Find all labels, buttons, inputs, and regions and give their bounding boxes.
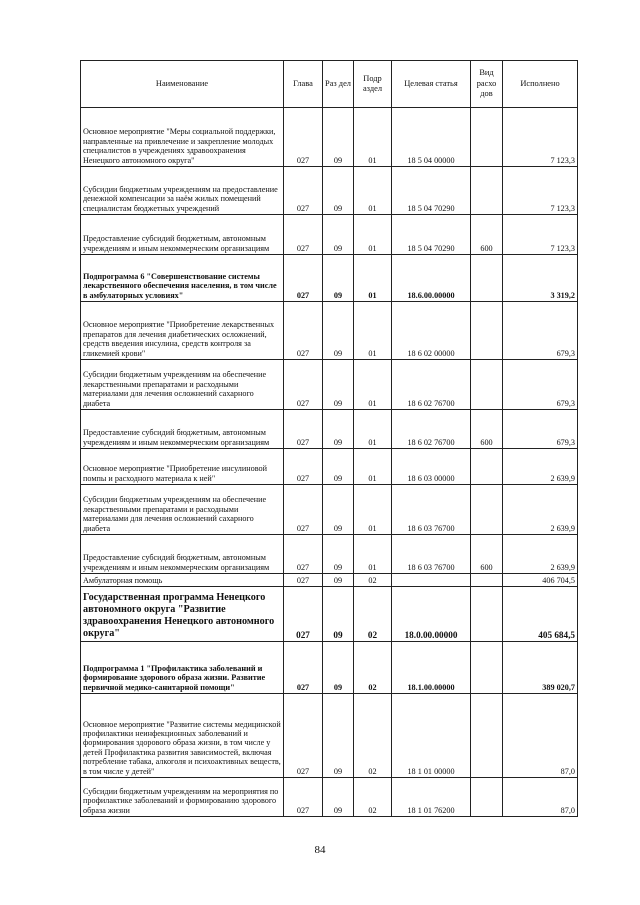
row-razdel: 09 [323,574,354,587]
row-done: 7 123,3 [503,108,578,167]
table-row [81,108,578,167]
row-podrazdel: 02 [354,778,392,817]
row-vid [471,642,503,694]
table-row [81,587,578,642]
page-number: 84 [314,844,326,856]
row-glava: 027 [284,449,323,485]
row-glava: 027 [284,778,323,817]
table-row [81,410,578,449]
row-podrazdel: 01 [354,449,392,485]
row-razdel: 09 [323,535,354,574]
row-article: 18 6 02 00000 [392,302,471,360]
row-done: 679,3 [503,410,578,449]
row-article: 18 6 03 76700 [392,535,471,574]
row-name: Основное мероприятие "Приобретение инсулиновой помпы и расходного материала к ней" [81,449,284,485]
row-done: 3 319,2 [503,255,578,302]
row-article: 18 1 01 00000 [392,694,471,778]
row-podrazdel: 01 [354,167,392,215]
table-row [81,167,578,215]
row-razdel: 09 [323,302,354,360]
row-glava: 027 [284,215,323,255]
table-row [81,778,578,817]
row-vid [471,694,503,778]
row-done: 87,0 [503,778,578,817]
row-glava: 027 [284,535,323,574]
row-article: 18 6 02 76700 [392,410,471,449]
row-vid [471,167,503,215]
row-podrazdel: 01 [354,255,392,302]
row-done: 2 639,9 [503,449,578,485]
row-name: Подпрограмма 1 "Профилактика заболеваний и формирование здорового образа жизни. Развитие первичной медико-санитарной помощи" [81,642,284,694]
column-header-article: Целевая статья [392,61,471,108]
row-glava: 027 [284,642,323,694]
row-glava: 027 [284,694,323,778]
row-article: 18 6 02 76700 [392,360,471,410]
table-row [81,302,578,360]
row-article: 18.0.00.00000 [392,587,471,642]
row-vid [471,778,503,817]
row-razdel: 09 [323,642,354,694]
column-header-razdel: Раз дел [323,61,354,108]
row-article: 18 1 01 76200 [392,778,471,817]
row-done: 7 123,3 [503,167,578,215]
row-glava: 027 [284,587,323,642]
row-article: 18 6 03 76700 [392,485,471,535]
row-razdel: 09 [323,360,354,410]
table-row [81,360,578,410]
row-vid [471,587,503,642]
row-vid: 600 [471,535,503,574]
row-razdel: 09 [323,167,354,215]
row-vid [471,360,503,410]
row-name: Подпрограмма 6 "Совершенствование системы лекарственного обеспечения населения, в том числе в амбулаторных условиях" [81,255,284,302]
row-podrazdel: 01 [354,535,392,574]
row-done: 7 123,3 [503,215,578,255]
row-razdel: 09 [323,485,354,535]
row-name: Основное мероприятие "Приобретение лекарственных препаратов для лечения диабетических осложнений, средств введения инсулина, средств контроля за гликемией крови" [81,302,284,360]
table-row [81,485,578,535]
row-vid [471,485,503,535]
row-razdel: 09 [323,255,354,302]
row-done: 679,3 [503,302,578,360]
row-done: 2 639,9 [503,485,578,535]
row-razdel: 09 [323,587,354,642]
row-podrazdel: 01 [354,485,392,535]
row-name: Субсидии бюджетным учреждениям на мероприятия по профилактике заболеваний и формированию здорового образа жизни [81,778,284,817]
row-name: Основное мероприятие "Развитие системы медицинской профилактики неинфекционных заболеваний и формирования здорового образа жизни, в том числе у детей Профилактика развития зависимостей, включая потребление табака, алкоголя и психоактивных веществ, в том числе у детей" [81,694,284,778]
row-podrazdel: 01 [354,360,392,410]
row-article: 18.6.00.00000 [392,255,471,302]
row-razdel: 09 [323,215,354,255]
table-row [81,642,578,694]
row-article [392,574,471,587]
column-header-podrazdel: Подр аздел [354,61,392,108]
column-header-glava: Глава [284,61,323,108]
row-glava: 027 [284,360,323,410]
row-razdel: 09 [323,449,354,485]
row-done: 2 639,9 [503,535,578,574]
row-name: Субсидии бюджетным учреждениям на предоставление денежной компенсации за наём жилых помещений специалистам бюджетных учреждений [81,167,284,215]
row-glava: 027 [284,167,323,215]
table-header [81,61,578,108]
row-article: 18 5 04 00000 [392,108,471,167]
row-vid [471,449,503,485]
column-header-name: Наименование [81,61,284,108]
row-glava: 027 [284,410,323,449]
row-glava: 027 [284,574,323,587]
row-name: Предоставление субсидий бюджетным, автономным учреждениям и иным некоммерческим организациям [81,215,284,255]
row-glava: 027 [284,255,323,302]
row-done: 405 684,5 [503,587,578,642]
table-row [81,535,578,574]
row-name: Предоставление субсидий бюджетным, автономным учреждениям и иным некоммерческим организациям [81,535,284,574]
row-article: 18 6 03 00000 [392,449,471,485]
row-name: Предоставление субсидий бюджетным, автономным учреждениям и иным некоммерческим организациям [81,410,284,449]
column-header-vid: Вид расхо дов [471,61,503,108]
table-row [81,694,578,778]
row-name: Основное мероприятие "Меры социальной поддержки, направленные на привлечение и закрепление молодых специалистов в учреждениях здравоохранения Ненецкого автономного округа" [81,108,284,167]
row-name: Субсидии бюджетным учреждениям на обеспечение лекарственными препаратами и расходными материалами для лечения осложнений сахарного диабета [81,360,284,410]
row-done: 679,3 [503,360,578,410]
row-razdel: 09 [323,108,354,167]
expenditure-table [80,60,578,817]
row-podrazdel: 02 [354,642,392,694]
row-vid: 600 [471,410,503,449]
row-done: 406 704,5 [503,574,578,587]
row-vid: 600 [471,215,503,255]
row-article: 18.1.00.00000 [392,642,471,694]
row-podrazdel: 01 [354,410,392,449]
row-podrazdel: 02 [354,574,392,587]
row-vid [471,574,503,587]
row-vid [471,255,503,302]
row-podrazdel: 01 [354,302,392,360]
row-done: 87,0 [503,694,578,778]
row-podrazdel: 02 [354,694,392,778]
table-row [81,449,578,485]
column-header-done: Исполнено [503,61,578,108]
table-row [81,255,578,302]
row-vid [471,108,503,167]
row-done: 389 020,7 [503,642,578,694]
row-article: 18 5 04 70290 [392,167,471,215]
row-glava: 027 [284,485,323,535]
row-name: Государственная программа Ненецкого автономного округа "Развитие здравоохранения Ненецкого автономного округа" [81,587,284,642]
row-razdel: 09 [323,778,354,817]
row-name: Амбулаторная помощь [81,574,284,587]
row-podrazdel: 02 [354,587,392,642]
row-glava: 027 [284,302,323,360]
row-vid [471,302,503,360]
table-row [81,574,578,587]
row-podrazdel: 01 [354,108,392,167]
table-row [81,215,578,255]
row-razdel: 09 [323,694,354,778]
row-razdel: 09 [323,410,354,449]
row-podrazdel: 01 [354,215,392,255]
row-glava: 027 [284,108,323,167]
row-name: Субсидии бюджетным учреждениям на обеспечение лекарственными препаратами и расходными материалами для лечения осложнений сахарного диабета [81,485,284,535]
row-article: 18 5 04 70290 [392,215,471,255]
